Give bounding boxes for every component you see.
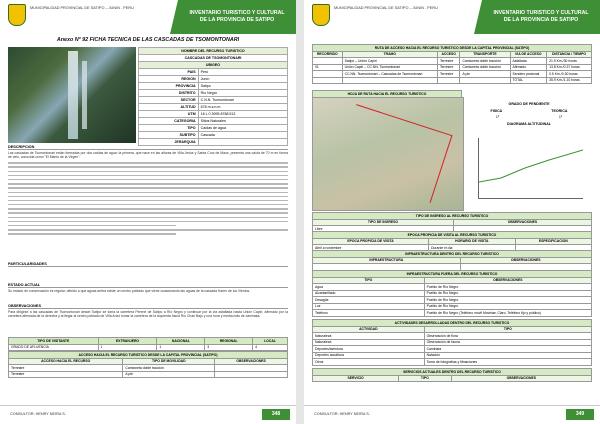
info-value: 678 m.s.n.m. bbox=[198, 104, 287, 111]
info-row bbox=[139, 76, 288, 83]
infra-out-row-cell: Pueblo de Río Negro bbox=[424, 284, 591, 291]
info-value: Caídas de agua bbox=[198, 125, 287, 132]
activity-row-cell: Observación de flora bbox=[424, 333, 591, 340]
header-banner bbox=[482, 0, 600, 34]
activity-row bbox=[313, 359, 592, 366]
route-title: RUTA DE ACCESO HACIA EL RECURSO TURISTICO DESDE LA CAPITAL PROVINCIAL (SATIPO) bbox=[313, 45, 592, 52]
consultant: CONSULTOR: HENRY NEIRA S. bbox=[314, 412, 370, 416]
info-row bbox=[139, 111, 288, 118]
route-header-0: RECORRIDO bbox=[313, 51, 343, 58]
info-key: CATEGORIA bbox=[139, 118, 199, 125]
route-row-cell: 35.9 Km./1.10 horas bbox=[547, 77, 592, 84]
route-row-cell: TOTAL bbox=[510, 77, 547, 84]
route-row-cell: Camioneta doble tracción bbox=[460, 64, 510, 71]
banner-line1: INVENTARIO TURISTICO Y CULTURAL bbox=[189, 10, 285, 16]
slope-box bbox=[466, 102, 592, 126]
route-row-cell: Terrestre bbox=[437, 58, 459, 65]
infra-out-row-cell: Alcantarillado bbox=[313, 290, 425, 297]
info-value: Perú bbox=[198, 69, 287, 76]
info-row bbox=[139, 125, 288, 132]
affluence-value-2: 1 bbox=[157, 344, 205, 351]
infra-out-row-cell: Pueblo de Río Negro (Teléfono móvil Movistar, Claro, Teléfono fijo y público) bbox=[424, 310, 591, 317]
page-footer bbox=[304, 405, 600, 424]
infra-out-row-cell: Desagüe bbox=[313, 297, 425, 304]
route-row-cell: Afirmado bbox=[510, 64, 547, 71]
altitude-diagram bbox=[478, 138, 583, 199]
info-key: PROVINCIA bbox=[139, 83, 199, 90]
activity-row-cell: Naturaleza bbox=[313, 339, 425, 346]
route-row-cell bbox=[313, 77, 343, 84]
route-row bbox=[313, 77, 592, 84]
page-header bbox=[0, 0, 296, 34]
estado-text: Su estado de conservación es regular, debido a que aguas arriba existe un centro poblado que viene ocasionando las aguas de la cascada Karen de los Vientos. bbox=[8, 289, 251, 293]
slope-fisica-label: FISICA bbox=[490, 109, 503, 113]
infra-out-row-cell: Pueblo de Río Negro bbox=[424, 297, 591, 304]
activity-row-cell: Toma de fotografías y filmaciones bbox=[424, 359, 591, 366]
info-key: SECTOR bbox=[139, 97, 199, 104]
info-key: REGION bbox=[139, 76, 199, 83]
info-row bbox=[139, 83, 288, 90]
infra-out-row-cell: Teléfono bbox=[313, 310, 425, 317]
epoca-header-esp: ESPECIFICACION bbox=[515, 238, 591, 245]
info-value: Junín bbox=[198, 76, 287, 83]
activity-row-cell: Naturaleza bbox=[313, 333, 425, 340]
route-row-cell: Satipo – Unión Capiri bbox=[342, 58, 437, 65]
right-page bbox=[304, 0, 600, 424]
infra-in-header-infra: INFRAESTRUCTURA bbox=[313, 257, 461, 264]
services-header-tipo: TIPO bbox=[399, 375, 452, 382]
info-value: Sitios Naturales bbox=[198, 118, 287, 125]
map-title: HOJA DE RUTA HACIA EL RECURSO TURISTICO bbox=[313, 91, 462, 98]
route-row-cell: Terrestre bbox=[437, 71, 459, 78]
section-observaciones: OBSERVACIONES bbox=[8, 304, 288, 309]
info-value: Cascada bbox=[198, 132, 287, 139]
info-row bbox=[139, 118, 288, 125]
epoca-header-epoca: EPOCA PROPICIA DE VISITA bbox=[313, 238, 429, 245]
route-row-cell: A pie bbox=[460, 71, 510, 78]
descripcion-text bbox=[8, 151, 288, 235]
infra-out-title: INFRAESTRUCTURA FUERA DEL RECURSO TURISTICO bbox=[313, 271, 592, 278]
page-number: 348 bbox=[262, 409, 290, 420]
epoca-title: EPOCA PROPICIA DE VISITA AL RECURSO TURISTICO bbox=[313, 232, 592, 239]
info-key: PAIS bbox=[139, 69, 199, 76]
affluence-table bbox=[8, 337, 288, 351]
info-location: UBIGEO bbox=[139, 62, 288, 69]
route-row-cell bbox=[437, 77, 459, 84]
services-header-servicio: SERVICIO bbox=[313, 375, 399, 382]
route-row-cell: Terrestre bbox=[437, 64, 459, 71]
ingreso-header-tipo: TIPO DE INGRESO bbox=[313, 219, 454, 226]
ingreso-value: Libre bbox=[313, 226, 454, 233]
route-row-cell: 13.8 Km./0.37 horas bbox=[547, 64, 592, 71]
route-row-cell: 0.5 Km./0.30 horas bbox=[547, 71, 592, 78]
info-row bbox=[139, 90, 288, 97]
activity-row-cell: Observación de fauna bbox=[424, 339, 591, 346]
epoca-value: Abril a noviembre bbox=[313, 245, 429, 252]
route-row-cell: 21.9 Km./30 horas bbox=[547, 58, 592, 65]
page-number: 349 bbox=[566, 409, 594, 420]
sheet-title: Anexo Nº 92 FICHA TECNICA DE LAS CASCADAS DE TSOMONTONARI bbox=[56, 37, 240, 43]
altitude-profile bbox=[479, 138, 583, 198]
section-estado: ESTADO ACTUAL bbox=[8, 283, 288, 288]
affluence-header-0: TIPO DE VISITANTE bbox=[9, 338, 99, 345]
infra-out-header-tipo: TIPO bbox=[313, 277, 425, 284]
slope-fisica-value: 1º bbox=[495, 115, 500, 119]
infra-out-row bbox=[313, 310, 592, 317]
route-table bbox=[312, 44, 592, 84]
access-row-cell: Terrestre bbox=[9, 365, 123, 372]
info-key: SUBTIPO bbox=[139, 132, 199, 139]
resource-info-table bbox=[138, 47, 288, 146]
waterfall-photo bbox=[8, 47, 136, 143]
info-value: Satipo bbox=[198, 83, 287, 90]
route-line bbox=[335, 104, 453, 203]
access-table bbox=[8, 351, 288, 378]
page-header bbox=[304, 0, 600, 34]
route-row-cell bbox=[342, 77, 437, 84]
route-row-cell: 01 bbox=[313, 64, 343, 71]
access-table-title: ACCESO HACIA EL RECURSO TURISTICO DESDE LA CAPITAL PROVINCIAL (SATIPO) bbox=[9, 352, 288, 359]
route-row-cell: Unión Capiri – CC.NN. Tsomontonari bbox=[342, 64, 437, 71]
activities-title: ACTIVIDADES DESARROLLADAS DENTRO DEL RECURSO TURISTICO bbox=[313, 320, 592, 327]
infra-in-table bbox=[312, 250, 592, 271]
route-header-3: TRANSPORTE bbox=[460, 51, 510, 58]
affluence-value-0: GRADO DE AFLUENCIA bbox=[9, 344, 99, 351]
infra-out-row-cell: Agua bbox=[313, 284, 425, 291]
section-particularidades: PARTICULARIDADES bbox=[8, 262, 288, 267]
route-row-cell: CC.NN. Tsomontonari – Cascadas de Tsomontonari bbox=[342, 71, 437, 78]
route-header-2: ACCESO bbox=[437, 51, 459, 58]
ingreso-title: TIPO DE INGRESO AL RECURSO TURISTICO bbox=[313, 213, 592, 220]
activity-row-cell: Otros bbox=[313, 359, 425, 366]
route-header-4: VIA DE ACCESO bbox=[510, 51, 547, 58]
ingreso-header-obs: OBSERVACIONES bbox=[453, 219, 591, 226]
info-row bbox=[139, 132, 288, 139]
access-header-0: ACCESO HACIA EL RECURSO bbox=[9, 358, 123, 365]
route-map bbox=[312, 97, 464, 211]
info-key: TIPO bbox=[139, 125, 199, 132]
left-page bbox=[0, 0, 296, 424]
slope-teorica-value: 1º bbox=[558, 115, 563, 119]
access-header-1: TIPO DE MOVILIDAD bbox=[123, 358, 215, 365]
activity-row-cell: Natación bbox=[424, 352, 591, 359]
route-row-cell: Asfaltada bbox=[510, 58, 547, 65]
slope-teorica-label: TEORICA bbox=[551, 109, 568, 113]
info-value: 18 L 0 3995 8788 513 bbox=[198, 111, 287, 118]
info-value: Río Negro bbox=[198, 90, 287, 97]
horario-value: Durante el día bbox=[429, 245, 515, 252]
services-table bbox=[312, 368, 592, 382]
info-row bbox=[139, 69, 288, 76]
access-row-cell: Camioneta doble tracción bbox=[123, 365, 215, 372]
infra-out-row-cell: Pueblo de Río Negro bbox=[424, 290, 591, 297]
observaciones-text: Para dirigirse a las cascadas de Tsomontonari desde Satipo se toma la carretera Perené de Satipo a Río Negro y continuar por la via asfaltada hasta Unión Capiri, afirmado por la carretera afirmada de la derecha y al llegar al centro poblado de Villa Arizó tomar la carretera de la izquierda hacia Río Chari Bajo y una hora y media más de caminata. bbox=[8, 310, 288, 319]
access-row-cell bbox=[215, 371, 288, 378]
infra-out-table bbox=[312, 270, 592, 317]
infra-in-title: INFRAESTRUCTURA DENTRO DEL RECURSO TURISTICO bbox=[313, 251, 592, 258]
infra-out-header-obs: OBSERVACIONES bbox=[424, 277, 591, 284]
header-municipality: MUNICIPALIDAD PROVINCIAL DE SATIPO – JUNIN - PERU bbox=[30, 6, 134, 10]
infra-in-header-obs: OBSERVACIONES bbox=[460, 257, 591, 264]
route-row-cell: Sendero peatonal bbox=[510, 71, 547, 78]
info-key: ALTITUD bbox=[139, 104, 199, 111]
route-header-1: TRAMO bbox=[342, 51, 437, 58]
activity-row-cell: Deportes acuáticos bbox=[313, 352, 425, 359]
affluence-header-2: NACIONAL bbox=[157, 338, 205, 345]
alt-title: DIAGRAMA ALTITUDINAL bbox=[507, 122, 551, 126]
affluence-header-4: LOCAL bbox=[253, 338, 288, 345]
activity-row-cell: Deportes/aventura bbox=[313, 346, 425, 353]
activity-row-cell: Caminata bbox=[424, 346, 591, 353]
epoca-header-horario: HORARIO DE VISITA bbox=[429, 238, 515, 245]
route-header-5: DISTANCIA / TIEMPO bbox=[547, 51, 592, 58]
access-header-2: OBSERVACIONES bbox=[215, 358, 288, 365]
info-row bbox=[139, 104, 288, 111]
epoca-table bbox=[312, 231, 592, 252]
affluence-value-4: 4 bbox=[253, 344, 288, 351]
slope-title: GRADO DE PENDIENTE bbox=[508, 102, 550, 106]
descripcion-intro: Las cascadas de Tsomontonari están formadas por dos caídas de agua: la primera, que nace en las alturas de Villa Jesús y Santa Cruz de Maos, presenta una caída de 70 m en forma de velo, conocida como "El Manto de la Virgen". bbox=[8, 151, 288, 160]
info-name: CASCADAS DE TSOMONTONARI bbox=[139, 55, 288, 62]
infra-out-row-cell: Pueblo de Río Negro bbox=[424, 303, 591, 310]
access-row bbox=[9, 371, 288, 378]
affluence-value-1: 1 bbox=[98, 344, 157, 351]
page-footer bbox=[0, 405, 296, 424]
banner-line1: INVENTARIO TURISTICO Y CULTURAL bbox=[493, 10, 589, 16]
ingreso-table bbox=[312, 212, 592, 233]
info-value: C.N.N. Tsomontonari bbox=[198, 97, 287, 104]
access-row-cell: A pie bbox=[123, 371, 215, 378]
route-row-cell bbox=[460, 77, 510, 84]
affluence-header-3: REGIONAL bbox=[205, 338, 253, 345]
banner-line2: DE LA PROVINCIA DE SATIPO bbox=[503, 17, 579, 23]
banner-line2: DE LA PROVINCIA DE SATIPO bbox=[199, 17, 275, 23]
activities-header-act: ACTIVIDAD bbox=[313, 326, 425, 333]
municipal-logo bbox=[8, 4, 26, 26]
affluence-value-3: 3 bbox=[205, 344, 253, 351]
affluence-header-1: EXTRANJERO bbox=[98, 338, 157, 345]
header-banner bbox=[178, 0, 296, 34]
section-descripcion: DESCRIPCION bbox=[8, 145, 288, 150]
access-row-cell: Terrestre bbox=[9, 371, 123, 378]
info-header: NOMBRE DEL RECURSO TURISTICO bbox=[139, 48, 288, 55]
municipal-logo bbox=[312, 4, 330, 26]
consultant: CONSULTOR: HENRY NEIRA S. bbox=[10, 412, 66, 416]
header-municipality: MUNICIPALIDAD PROVINCIAL DE SATIPO – JUNIN - PERU bbox=[334, 6, 438, 10]
route-row-cell: Camioneta doble tracción bbox=[460, 58, 510, 65]
info-key: UTM bbox=[139, 111, 199, 118]
services-header-obs: OBSERVACIONES bbox=[451, 375, 591, 382]
info-key: JERARQUIA bbox=[139, 139, 199, 146]
info-key: DISTRITO bbox=[139, 90, 199, 97]
info-row bbox=[139, 97, 288, 104]
services-title: SERVICIOS ACTUALES DENTRO DEL RECURSO TURISTICO bbox=[313, 369, 592, 376]
activities-table bbox=[312, 319, 592, 366]
activities-header-tipo: TIPO bbox=[424, 326, 591, 333]
infra-out-row-cell: Luz bbox=[313, 303, 425, 310]
